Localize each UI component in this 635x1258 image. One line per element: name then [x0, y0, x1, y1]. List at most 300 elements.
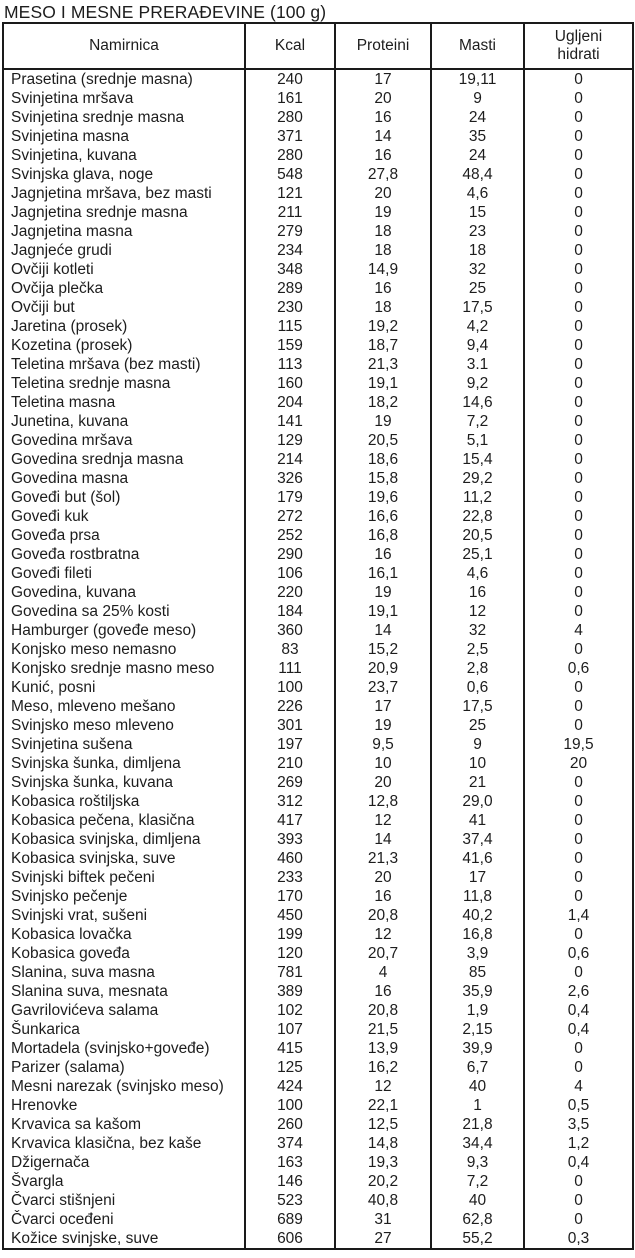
food-name-cell: Mesni narezak (svinjsko meso) — [3, 1077, 245, 1096]
food-name-cell: Konjsko srednje masno meso — [3, 659, 245, 678]
value-cell: 424 — [245, 1077, 335, 1096]
food-name-cell: Kunić, posni — [3, 678, 245, 697]
value-cell: 35,9 — [431, 982, 524, 1001]
value-cell: 4,2 — [431, 317, 524, 336]
value-cell: 20,9 — [335, 659, 431, 678]
value-cell: 2,6 — [524, 982, 633, 1001]
food-name-cell: Teletina srednje masna — [3, 374, 245, 393]
value-cell: 14 — [335, 621, 431, 640]
table-row — [3, 184, 633, 203]
food-name-cell: Kobasica svinjska, suve — [3, 849, 245, 868]
value-cell: 0 — [524, 1210, 633, 1229]
food-name-cell: Krvavica klasična, bez kaše — [3, 1134, 245, 1153]
value-cell: 16 — [335, 108, 431, 127]
value-cell: 0,4 — [524, 1001, 633, 1020]
value-cell: 113 — [245, 355, 335, 374]
value-cell: 34,4 — [431, 1134, 524, 1153]
value-cell: 0 — [524, 792, 633, 811]
table-row — [3, 982, 633, 1001]
value-cell: 25 — [431, 716, 524, 735]
table-row — [3, 336, 633, 355]
value-cell: 22,8 — [431, 507, 524, 526]
value-cell: 0 — [524, 69, 633, 89]
table-row — [3, 1001, 633, 1020]
value-cell: 0 — [524, 241, 633, 260]
value-cell: 272 — [245, 507, 335, 526]
table-row — [3, 697, 633, 716]
food-name-cell: Govedina masna — [3, 469, 245, 488]
value-cell: 197 — [245, 735, 335, 754]
value-cell: 111 — [245, 659, 335, 678]
food-name-cell: Svinjski biftek pečeni — [3, 868, 245, 887]
value-cell: 0,6 — [431, 678, 524, 697]
food-name-cell: Kobasica lovačka — [3, 925, 245, 944]
value-cell: 0 — [524, 393, 633, 412]
value-cell: 0 — [524, 317, 633, 336]
value-cell: 1,9 — [431, 1001, 524, 1020]
table-row — [3, 108, 633, 127]
value-cell: 0 — [524, 716, 633, 735]
table-row — [3, 431, 633, 450]
value-cell: 0,5 — [524, 1096, 633, 1115]
food-name-cell: Šunkarica — [3, 1020, 245, 1039]
value-cell: 62,8 — [431, 1210, 524, 1229]
value-cell: 141 — [245, 412, 335, 431]
value-cell: 32 — [431, 260, 524, 279]
table-row — [3, 279, 633, 298]
table-row — [3, 127, 633, 146]
value-cell: 19,1 — [335, 374, 431, 393]
food-name-cell: Svinjsko pečenje — [3, 887, 245, 906]
value-cell: 234 — [245, 241, 335, 260]
value-cell: 21,3 — [335, 355, 431, 374]
food-name-cell: Svinjski vrat, sušeni — [3, 906, 245, 925]
value-cell: 23,7 — [335, 678, 431, 697]
table-row — [3, 1058, 633, 1077]
value-cell: 0 — [524, 583, 633, 602]
value-cell: 0 — [524, 1039, 633, 1058]
table-row — [3, 1077, 633, 1096]
value-cell: 12,8 — [335, 792, 431, 811]
value-cell: 210 — [245, 754, 335, 773]
value-cell: 161 — [245, 89, 335, 108]
value-cell: 160 — [245, 374, 335, 393]
value-cell: 301 — [245, 716, 335, 735]
value-cell: 20,8 — [335, 1001, 431, 1020]
value-cell: 211 — [245, 203, 335, 222]
value-cell: 15,8 — [335, 469, 431, 488]
value-cell: 12 — [335, 811, 431, 830]
column-header-namirnica: Namirnica — [3, 23, 245, 69]
value-cell: 0 — [524, 1172, 633, 1191]
value-cell: 280 — [245, 108, 335, 127]
value-cell: 9,4 — [431, 336, 524, 355]
food-name-cell: Goveđa prsa — [3, 526, 245, 545]
value-cell: 0 — [524, 545, 633, 564]
value-cell: 129 — [245, 431, 335, 450]
value-cell: 16 — [431, 583, 524, 602]
value-cell: 17,5 — [431, 697, 524, 716]
table-row — [3, 944, 633, 963]
value-cell: 16 — [335, 146, 431, 165]
value-cell: 0 — [524, 1191, 633, 1210]
value-cell: 240 — [245, 69, 335, 89]
value-cell: 17,5 — [431, 298, 524, 317]
value-cell: 23 — [431, 222, 524, 241]
value-cell: 125 — [245, 1058, 335, 1077]
food-name-cell: Kobasica svinjska, dimljena — [3, 830, 245, 849]
value-cell: 17 — [335, 697, 431, 716]
table-row — [3, 469, 633, 488]
value-cell: 20,5 — [431, 526, 524, 545]
value-cell: 204 — [245, 393, 335, 412]
value-cell: 20 — [335, 773, 431, 792]
value-cell: 360 — [245, 621, 335, 640]
food-name-cell: Govedina mršava — [3, 431, 245, 450]
column-header-ugljeni-hidrati: Ugljeni hidrati — [524, 23, 633, 69]
value-cell: 10 — [335, 754, 431, 773]
table-row — [3, 317, 633, 336]
food-name-cell: Jaretina (prosek) — [3, 317, 245, 336]
food-name-cell: Svinjetina srednje masna — [3, 108, 245, 127]
table-row — [3, 735, 633, 754]
value-cell: 6,7 — [431, 1058, 524, 1077]
value-cell: 260 — [245, 1115, 335, 1134]
value-cell: 25 — [431, 279, 524, 298]
value-cell: 0 — [524, 184, 633, 203]
value-cell: 0 — [524, 925, 633, 944]
value-cell: 0 — [524, 203, 633, 222]
food-name-cell: Mortadela (svinjsko+goveđe) — [3, 1039, 245, 1058]
value-cell: 19 — [335, 583, 431, 602]
table-row — [3, 488, 633, 507]
food-name-cell: Svinjetina mršava — [3, 89, 245, 108]
food-name-cell: Čvarci stišnjeni — [3, 1191, 245, 1210]
value-cell: 16,8 — [431, 925, 524, 944]
table-row — [3, 260, 633, 279]
food-name-cell: Čvarci oceđeni — [3, 1210, 245, 1229]
value-cell: 0 — [524, 488, 633, 507]
value-cell: 523 — [245, 1191, 335, 1210]
value-cell: 0 — [524, 279, 633, 298]
value-cell: 37,4 — [431, 830, 524, 849]
value-cell: 1 — [431, 1096, 524, 1115]
food-name-cell: Kobasica goveđa — [3, 944, 245, 963]
column-header-kcal: Kcal — [245, 23, 335, 69]
value-cell: 20 — [335, 184, 431, 203]
table-row — [3, 583, 633, 602]
table-row — [3, 564, 633, 583]
value-cell: 0 — [524, 507, 633, 526]
food-name-cell: Ovčiji but — [3, 298, 245, 317]
food-name-cell: Slanina suva, mesnata — [3, 982, 245, 1001]
value-cell: 32 — [431, 621, 524, 640]
table-row — [3, 393, 633, 412]
value-cell: 12 — [431, 602, 524, 621]
value-cell: 3,5 — [524, 1115, 633, 1134]
food-name-cell: Slanina, suva masna — [3, 963, 245, 982]
value-cell: 20,5 — [335, 431, 431, 450]
value-cell: 19 — [335, 716, 431, 735]
value-cell: 199 — [245, 925, 335, 944]
value-cell: 107 — [245, 1020, 335, 1039]
food-name-cell: Goveđi but (šol) — [3, 488, 245, 507]
value-cell: 4 — [524, 1077, 633, 1096]
value-cell: 781 — [245, 963, 335, 982]
value-cell: 326 — [245, 469, 335, 488]
value-cell: 100 — [245, 1096, 335, 1115]
value-cell: 12 — [335, 925, 431, 944]
value-cell: 0 — [524, 469, 633, 488]
value-cell: 226 — [245, 697, 335, 716]
food-name-cell: Jagnjetina mršava, bez masti — [3, 184, 245, 203]
value-cell: 29,2 — [431, 469, 524, 488]
table-row — [3, 906, 633, 925]
value-cell: 0,4 — [524, 1020, 633, 1039]
value-cell: 14,9 — [335, 260, 431, 279]
value-cell: 85 — [431, 963, 524, 982]
food-name-cell: Krvavica sa kašom — [3, 1115, 245, 1134]
table-row — [3, 887, 633, 906]
value-cell: 0 — [524, 1058, 633, 1077]
value-cell: 31 — [335, 1210, 431, 1229]
value-cell: 1,4 — [524, 906, 633, 925]
table-row — [3, 355, 633, 374]
food-name-cell: Džigernača — [3, 1153, 245, 1172]
value-cell: 374 — [245, 1134, 335, 1153]
value-cell: 22,1 — [335, 1096, 431, 1115]
value-cell: 48,4 — [431, 165, 524, 184]
value-cell: 16,6 — [335, 507, 431, 526]
value-cell: 0 — [524, 697, 633, 716]
value-cell: 389 — [245, 982, 335, 1001]
value-cell: 21,8 — [431, 1115, 524, 1134]
value-cell: 16 — [335, 982, 431, 1001]
value-cell: 0 — [524, 260, 633, 279]
value-cell: 19,5 — [524, 735, 633, 754]
value-cell: 0 — [524, 811, 633, 830]
value-cell: 19 — [335, 412, 431, 431]
food-name-cell: Jagnjetina srednje masna — [3, 203, 245, 222]
value-cell: 0 — [524, 146, 633, 165]
value-cell: 102 — [245, 1001, 335, 1020]
value-cell: 312 — [245, 792, 335, 811]
value-cell: 18,6 — [335, 450, 431, 469]
food-name-cell: Svinjetina masna — [3, 127, 245, 146]
value-cell: 19,2 — [335, 317, 431, 336]
value-cell: 40,2 — [431, 906, 524, 925]
value-cell: 0 — [524, 89, 633, 108]
value-cell: 548 — [245, 165, 335, 184]
value-cell: 16,2 — [335, 1058, 431, 1077]
food-name-cell: Kobasica roštiljska — [3, 792, 245, 811]
value-cell: 0,6 — [524, 944, 633, 963]
table-row — [3, 146, 633, 165]
table-row — [3, 849, 633, 868]
value-cell: 14 — [335, 830, 431, 849]
value-cell: 19,3 — [335, 1153, 431, 1172]
food-name-cell: Prasetina (srednje masna) — [3, 69, 245, 89]
table-row — [3, 830, 633, 849]
food-name-cell: Jagnjetina masna — [3, 222, 245, 241]
value-cell: 0 — [524, 108, 633, 127]
food-name-cell: Kobasica pečena, klasična — [3, 811, 245, 830]
food-name-cell: Parizer (salama) — [3, 1058, 245, 1077]
value-cell: 115 — [245, 317, 335, 336]
value-cell: 9 — [431, 735, 524, 754]
value-cell: 2,5 — [431, 640, 524, 659]
value-cell: 3,9 — [431, 944, 524, 963]
value-cell: 21 — [431, 773, 524, 792]
food-name-cell: Govedina, kuvana — [3, 583, 245, 602]
table-row — [3, 1020, 633, 1039]
value-cell: 35 — [431, 127, 524, 146]
table-row — [3, 1172, 633, 1191]
table-body — [3, 69, 633, 1249]
table-row — [3, 602, 633, 621]
value-cell: 40 — [431, 1077, 524, 1096]
value-cell: 20 — [335, 89, 431, 108]
food-name-cell: Goveđa rostbratna — [3, 545, 245, 564]
value-cell: 4 — [524, 621, 633, 640]
header-row — [3, 23, 633, 69]
table-row — [3, 1134, 633, 1153]
table-row — [3, 792, 633, 811]
value-cell: 2,8 — [431, 659, 524, 678]
value-cell: 20 — [335, 868, 431, 887]
value-cell: 40,8 — [335, 1191, 431, 1210]
value-cell: 0 — [524, 412, 633, 431]
value-cell: 214 — [245, 450, 335, 469]
table-row — [3, 450, 633, 469]
value-cell: 11,8 — [431, 887, 524, 906]
value-cell: 220 — [245, 583, 335, 602]
value-cell: 290 — [245, 545, 335, 564]
value-cell: 450 — [245, 906, 335, 925]
food-name-cell: Hrenovke — [3, 1096, 245, 1115]
value-cell: 0 — [524, 165, 633, 184]
value-cell: 0 — [524, 849, 633, 868]
value-cell: 18 — [431, 241, 524, 260]
value-cell: 20,2 — [335, 1172, 431, 1191]
food-name-cell: Konjsko meso nemasno — [3, 640, 245, 659]
value-cell: 14,6 — [431, 393, 524, 412]
value-cell: 0 — [524, 298, 633, 317]
table-row — [3, 1210, 633, 1229]
table-row — [3, 640, 633, 659]
table-row — [3, 678, 633, 697]
value-cell: 16,8 — [335, 526, 431, 545]
table-row — [3, 1096, 633, 1115]
value-cell: 17 — [335, 69, 431, 89]
value-cell: 21,5 — [335, 1020, 431, 1039]
value-cell: 0 — [524, 450, 633, 469]
value-cell: 5,1 — [431, 431, 524, 450]
value-cell: 0 — [524, 830, 633, 849]
value-cell: 121 — [245, 184, 335, 203]
food-name-cell: Svinjsko meso mleveno — [3, 716, 245, 735]
value-cell: 11,2 — [431, 488, 524, 507]
value-cell: 170 — [245, 887, 335, 906]
value-cell: 460 — [245, 849, 335, 868]
value-cell: 29,0 — [431, 792, 524, 811]
value-cell: 15 — [431, 203, 524, 222]
value-cell: 12 — [335, 1077, 431, 1096]
table-row — [3, 1153, 633, 1172]
value-cell: 0 — [524, 602, 633, 621]
table-row — [3, 716, 633, 735]
table-row — [3, 507, 633, 526]
table-row — [3, 545, 633, 564]
value-cell: 0 — [524, 431, 633, 450]
value-cell: 9,3 — [431, 1153, 524, 1172]
food-name-cell: Junetina, kuvana — [3, 412, 245, 431]
value-cell: 0 — [524, 887, 633, 906]
value-cell: 16 — [335, 545, 431, 564]
value-cell: 18,2 — [335, 393, 431, 412]
page-title: MESO I MESNE PRERAĐEVINE (100 g) — [4, 2, 327, 22]
food-name-cell: Meso, mleveno mešano — [3, 697, 245, 716]
value-cell: 4,6 — [431, 184, 524, 203]
column-header-masti: Masti — [431, 23, 524, 69]
value-cell: 18 — [335, 241, 431, 260]
table-row — [3, 1039, 633, 1058]
food-name-cell: Svinjetina, kuvana — [3, 146, 245, 165]
value-cell: 15,4 — [431, 450, 524, 469]
value-cell: 21,3 — [335, 849, 431, 868]
value-cell: 106 — [245, 564, 335, 583]
table-row — [3, 925, 633, 944]
value-cell: 13,9 — [335, 1039, 431, 1058]
value-cell: 159 — [245, 336, 335, 355]
value-cell: 16,1 — [335, 564, 431, 583]
value-cell: 25,1 — [431, 545, 524, 564]
value-cell: 0 — [524, 127, 633, 146]
value-cell: 83 — [245, 640, 335, 659]
value-cell: 0 — [524, 868, 633, 887]
food-name-cell: Jagnjeće grudi — [3, 241, 245, 260]
value-cell: 348 — [245, 260, 335, 279]
table-row — [3, 69, 633, 89]
value-cell: 280 — [245, 146, 335, 165]
value-cell: 19,6 — [335, 488, 431, 507]
food-name-cell: Teletina masna — [3, 393, 245, 412]
value-cell: 0,3 — [524, 1229, 633, 1249]
value-cell: 20,7 — [335, 944, 431, 963]
table-row — [3, 659, 633, 678]
value-cell: 41 — [431, 811, 524, 830]
value-cell: 41,6 — [431, 849, 524, 868]
value-cell: 417 — [245, 811, 335, 830]
value-cell: 12,5 — [335, 1115, 431, 1134]
value-cell: 40 — [431, 1191, 524, 1210]
food-name-cell: Kozetina (prosek) — [3, 336, 245, 355]
value-cell: 269 — [245, 773, 335, 792]
value-cell: 10 — [431, 754, 524, 773]
table-row — [3, 868, 633, 887]
food-name-cell: Govedina srednja masna — [3, 450, 245, 469]
value-cell: 233 — [245, 868, 335, 887]
table-row — [3, 222, 633, 241]
food-name-cell: Svinjska šunka, kuvana — [3, 773, 245, 792]
food-name-cell: Kožice svinjske, suve — [3, 1229, 245, 1249]
food-name-cell: Goveđi fileti — [3, 564, 245, 583]
value-cell: 0 — [524, 564, 633, 583]
value-cell: 39,9 — [431, 1039, 524, 1058]
table-row — [3, 773, 633, 792]
value-cell: 0 — [524, 678, 633, 697]
value-cell: 0 — [524, 963, 633, 982]
